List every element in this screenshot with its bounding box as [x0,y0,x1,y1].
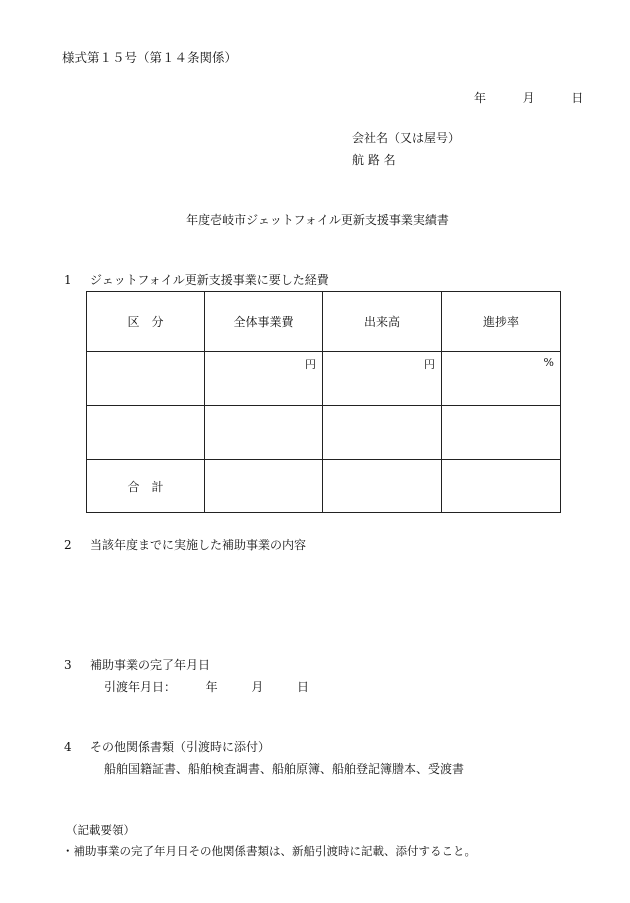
date-line [474,90,583,106]
table-cell[interactable] [323,460,442,513]
table-cell[interactable] [87,352,205,406]
section-2-title: 当該年度までに実施した補助事業の内容 [90,538,307,552]
section-1-heading [64,272,329,288]
section-3-heading [64,657,210,673]
section-4-number: 4 [64,740,72,754]
table-cell[interactable] [442,352,561,406]
delivery-date-label: 引渡年月日： [104,680,177,694]
company-name-label: 会社名（又は屋号） [352,131,461,145]
section-3-number: 3 [64,658,72,672]
unit-percent: % [543,356,554,369]
table-cell[interactable] [205,406,323,460]
date-day: 日 [571,91,584,105]
table-cell[interactable] [323,406,442,460]
total-label: 合 計 [87,460,205,513]
section-4-title: その他関係書類（引渡時に添付） [90,740,271,754]
table-cell[interactable] [442,460,561,513]
section-4-heading [64,739,270,755]
unit-yen: 円 [424,358,435,371]
column-header-category: 区 分 [87,292,205,352]
section-1-title: ジェットフォイル更新支援事業に要した経費 [90,273,329,287]
section-2-heading [64,537,306,553]
table-cell[interactable] [442,406,561,460]
delivery-year: 年 [205,680,218,694]
date-year: 年 [474,91,487,105]
section-2-number: 2 [64,538,72,552]
section-3-title: 補助事業の完了年月日 [90,658,211,672]
table-cell[interactable] [205,460,323,513]
table-row [87,352,561,406]
expense-table [86,291,561,513]
column-header-total-cost: 全体事業費 [205,292,323,352]
date-month: 月 [522,91,535,105]
delivery-day: 日 [297,680,310,694]
table-cell[interactable] [205,352,323,406]
table-row [87,406,561,460]
related-documents-list: 船舶国籍証書、船舶検査調書、船舶原簿、船舶登記簿謄本、受渡書 [104,762,465,776]
unit-yen: 円 [305,358,316,371]
table-header-row [87,292,561,352]
table-total-row [87,460,561,513]
column-header-progress: 進捗率 [442,292,561,352]
delivery-month: 月 [251,680,264,694]
delivery-date-line [104,679,309,695]
form-number: 様式第１５号（第１４条関係） [62,50,238,65]
route-name-label: 航 路 名 [352,153,396,167]
table-cell[interactable] [87,406,205,460]
document-title: 年度壱岐市ジェットフォイル更新支援事業実績書 [186,213,449,227]
column-header-output: 出来高 [323,292,442,352]
notes-item: ・補助事業の完了年月日その他関係書類は、新船引渡時に記載、添付すること。 [62,844,476,858]
section-1-number: 1 [64,273,72,287]
table-cell[interactable] [323,352,442,406]
notes-heading: （記載要領） [66,823,135,837]
